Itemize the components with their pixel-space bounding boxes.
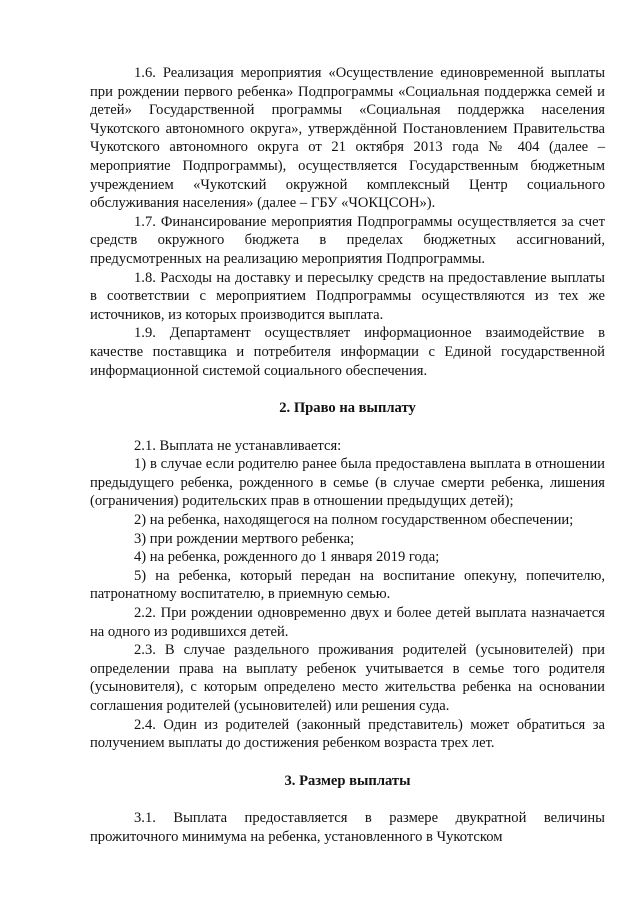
paragraph-2-4: 2.4. Один из родителей (законный представитель) может обратиться за получением выплаты до достижения ребенком возраста трех лет. (90, 716, 605, 752)
list-item-2-1-1: 1) в случае если родителю ранее была предоставлена выплата в отношении предыдущего ребенка, рожденного в семье (в случае смерти ребенка, лишения (ограничения) родительских прав в отношении предыдущих детей); (90, 456, 605, 510)
section-2-heading: 2. Право на выплату (279, 400, 416, 417)
paragraph-1-6: 1.6. Реализация мероприятия «Осуществление единовременной выплаты при рождении первого ребенка» Подпрограммы «Социальная поддержка семей и детей» Государственной программы «Социальная поддержка населения Чукотского автономного округа», утверждённой Постановлением Правительства Чукотского автономного округа от 21 октября 2013 года № 404 (далее – мероприятие Подпрограммы), осуществляется Государственным бюджетным учреждением «Чукотский окружной комплексный Центр социального обслуживания населения» (далее – ГБУ «ЧОКЦСОН»). (90, 65, 605, 212)
paragraph-2-2: 2.2. При рождении одновременно двух и более детей выплата назначается на одного из родившихся детей. (90, 605, 605, 640)
document-page (90, 64, 605, 847)
list-item-2-1-4: 4) на ребенка, рожденного до 1 января 2019 года; (134, 549, 440, 566)
spacer (90, 418, 605, 437)
spacer (90, 790, 605, 809)
paragraph-1-7: 1.7. Финансирование мероприятия Подпрограммы осуществляется за счет средств окружного бюджета в пределах бюджетных ассигнований, предусмотренных на реализацию мероприятия Подпрограммы. (90, 213, 605, 267)
list-item-2-1-2: 2) на ребенка, находящегося на полном государственном обеспечении; (134, 512, 574, 529)
spacer (90, 380, 605, 399)
list-item-2-1-5: 5) на ребенка, который передан на воспитание опекуну, попечителю, патронатному воспитателю, в приемную семью. (90, 567, 605, 603)
paragraph-2-1: 2.1. Выплата не устанавливается: (134, 437, 342, 454)
section-3-heading: 3. Размер выплаты (284, 772, 411, 789)
spacer (90, 753, 605, 772)
paragraph-3-1: 3.1. Выплата предоставляется в размере двукратной величины прожиточного минимума на ребенка, установленного в Чукотском (90, 810, 605, 845)
paragraph-1-9: 1.9. Департамент осуществляет информационное взаимодействие в качестве поставщика и потребителя информации с Единой государственной информационной системой социального обеспечения. (90, 325, 605, 379)
paragraph-1-8: 1.8. Расходы на доставку и пересылку средств на предоставление выплаты в соответствии с мероприятием Подпрограммы осуществляются из тех же источников, из которых производится выплата. (90, 269, 605, 323)
list-item-2-1-3: 3) при рождении мертвого ребенка; (134, 530, 355, 547)
paragraph-2-3: 2.3. В случае раздельного проживания родителей (усыновителей) при определении права на выплату ребенок учитывается в семье того родителя (усыновителя), с которым определено место жительства ребенка на основании соглашения родителей (усыновителей) или решения суда. (90, 642, 605, 714)
